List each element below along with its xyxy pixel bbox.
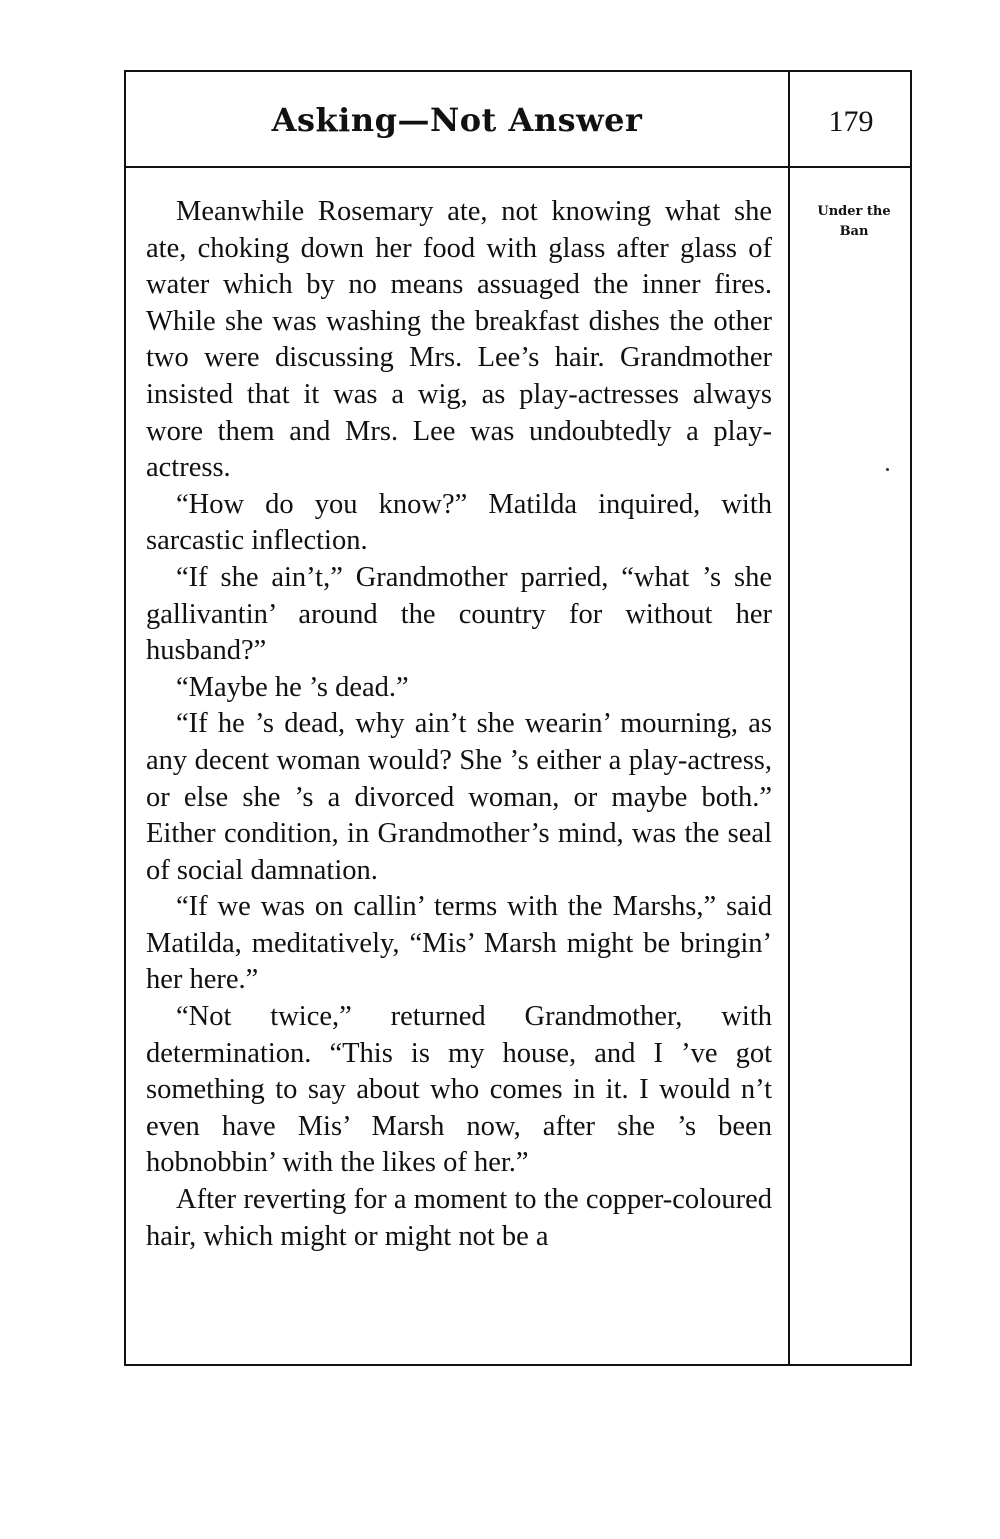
running-head: Asking—Not Answer [271,101,643,139]
paragraph: “If we was on callin’ terms with the Marshs,” said Matilda, meditatively, “Mis’ Marsh might be bringin’ her here.” [146,891,772,996]
print-speck [886,468,889,471]
paragraph: “If she ain’t,” Grandmother parried, “what ’s she gallivantin’ around the country for without her husband?” [146,561,772,667]
paragraph: “Not twice,” returned Grandmother, with determination. “This is my house, and I ’ve got something to say about who comes in it. I would n’t even have Mis’ Marsh now, after she ’s been hobnobbin’ with the likes of her.” [146,1001,772,1179]
header-rule-margin [790,166,912,168]
paragraph: Meanwhile Rosemary ate, not knowing what she ate, choking down her food with glass after glass of water which by no means assuaged the inner fires. While she was washing the breakfast dishes the other two were discussing Mrs. Lee’s hair. Grandmother insisted that it was a wig, as play-actresses always wore them and Mrs. Lee was undoubtedly a play-actress. [146,196,772,484]
column-rule [788,72,790,1366]
margin-note-line: Ban [839,224,869,239]
paragraph: “How do you know?” Matilda inquired, with sarcastic inflection. [146,488,772,557]
margin-note [796,202,912,242]
paragraph: “If he ’s dead, why ain’t she wearin’ mourning, as any decent woman would? She ’s either a play-actress, or else she ’s a divorced woman, or maybe both.” Either condition, in Grandmother’s mind, was the seal of social damnation. [146,708,772,886]
page-number: 179 [828,105,874,138]
page-frame [124,70,912,1366]
margin-note-line: Under the [817,204,891,219]
paragraph: After reverting for a moment to the copper-coloured hair, which might or might not be a [146,1184,772,1252]
body-text [146,194,772,1255]
header-rule [126,166,790,168]
paragraph: “Maybe he ’s dead.” [176,671,409,703]
